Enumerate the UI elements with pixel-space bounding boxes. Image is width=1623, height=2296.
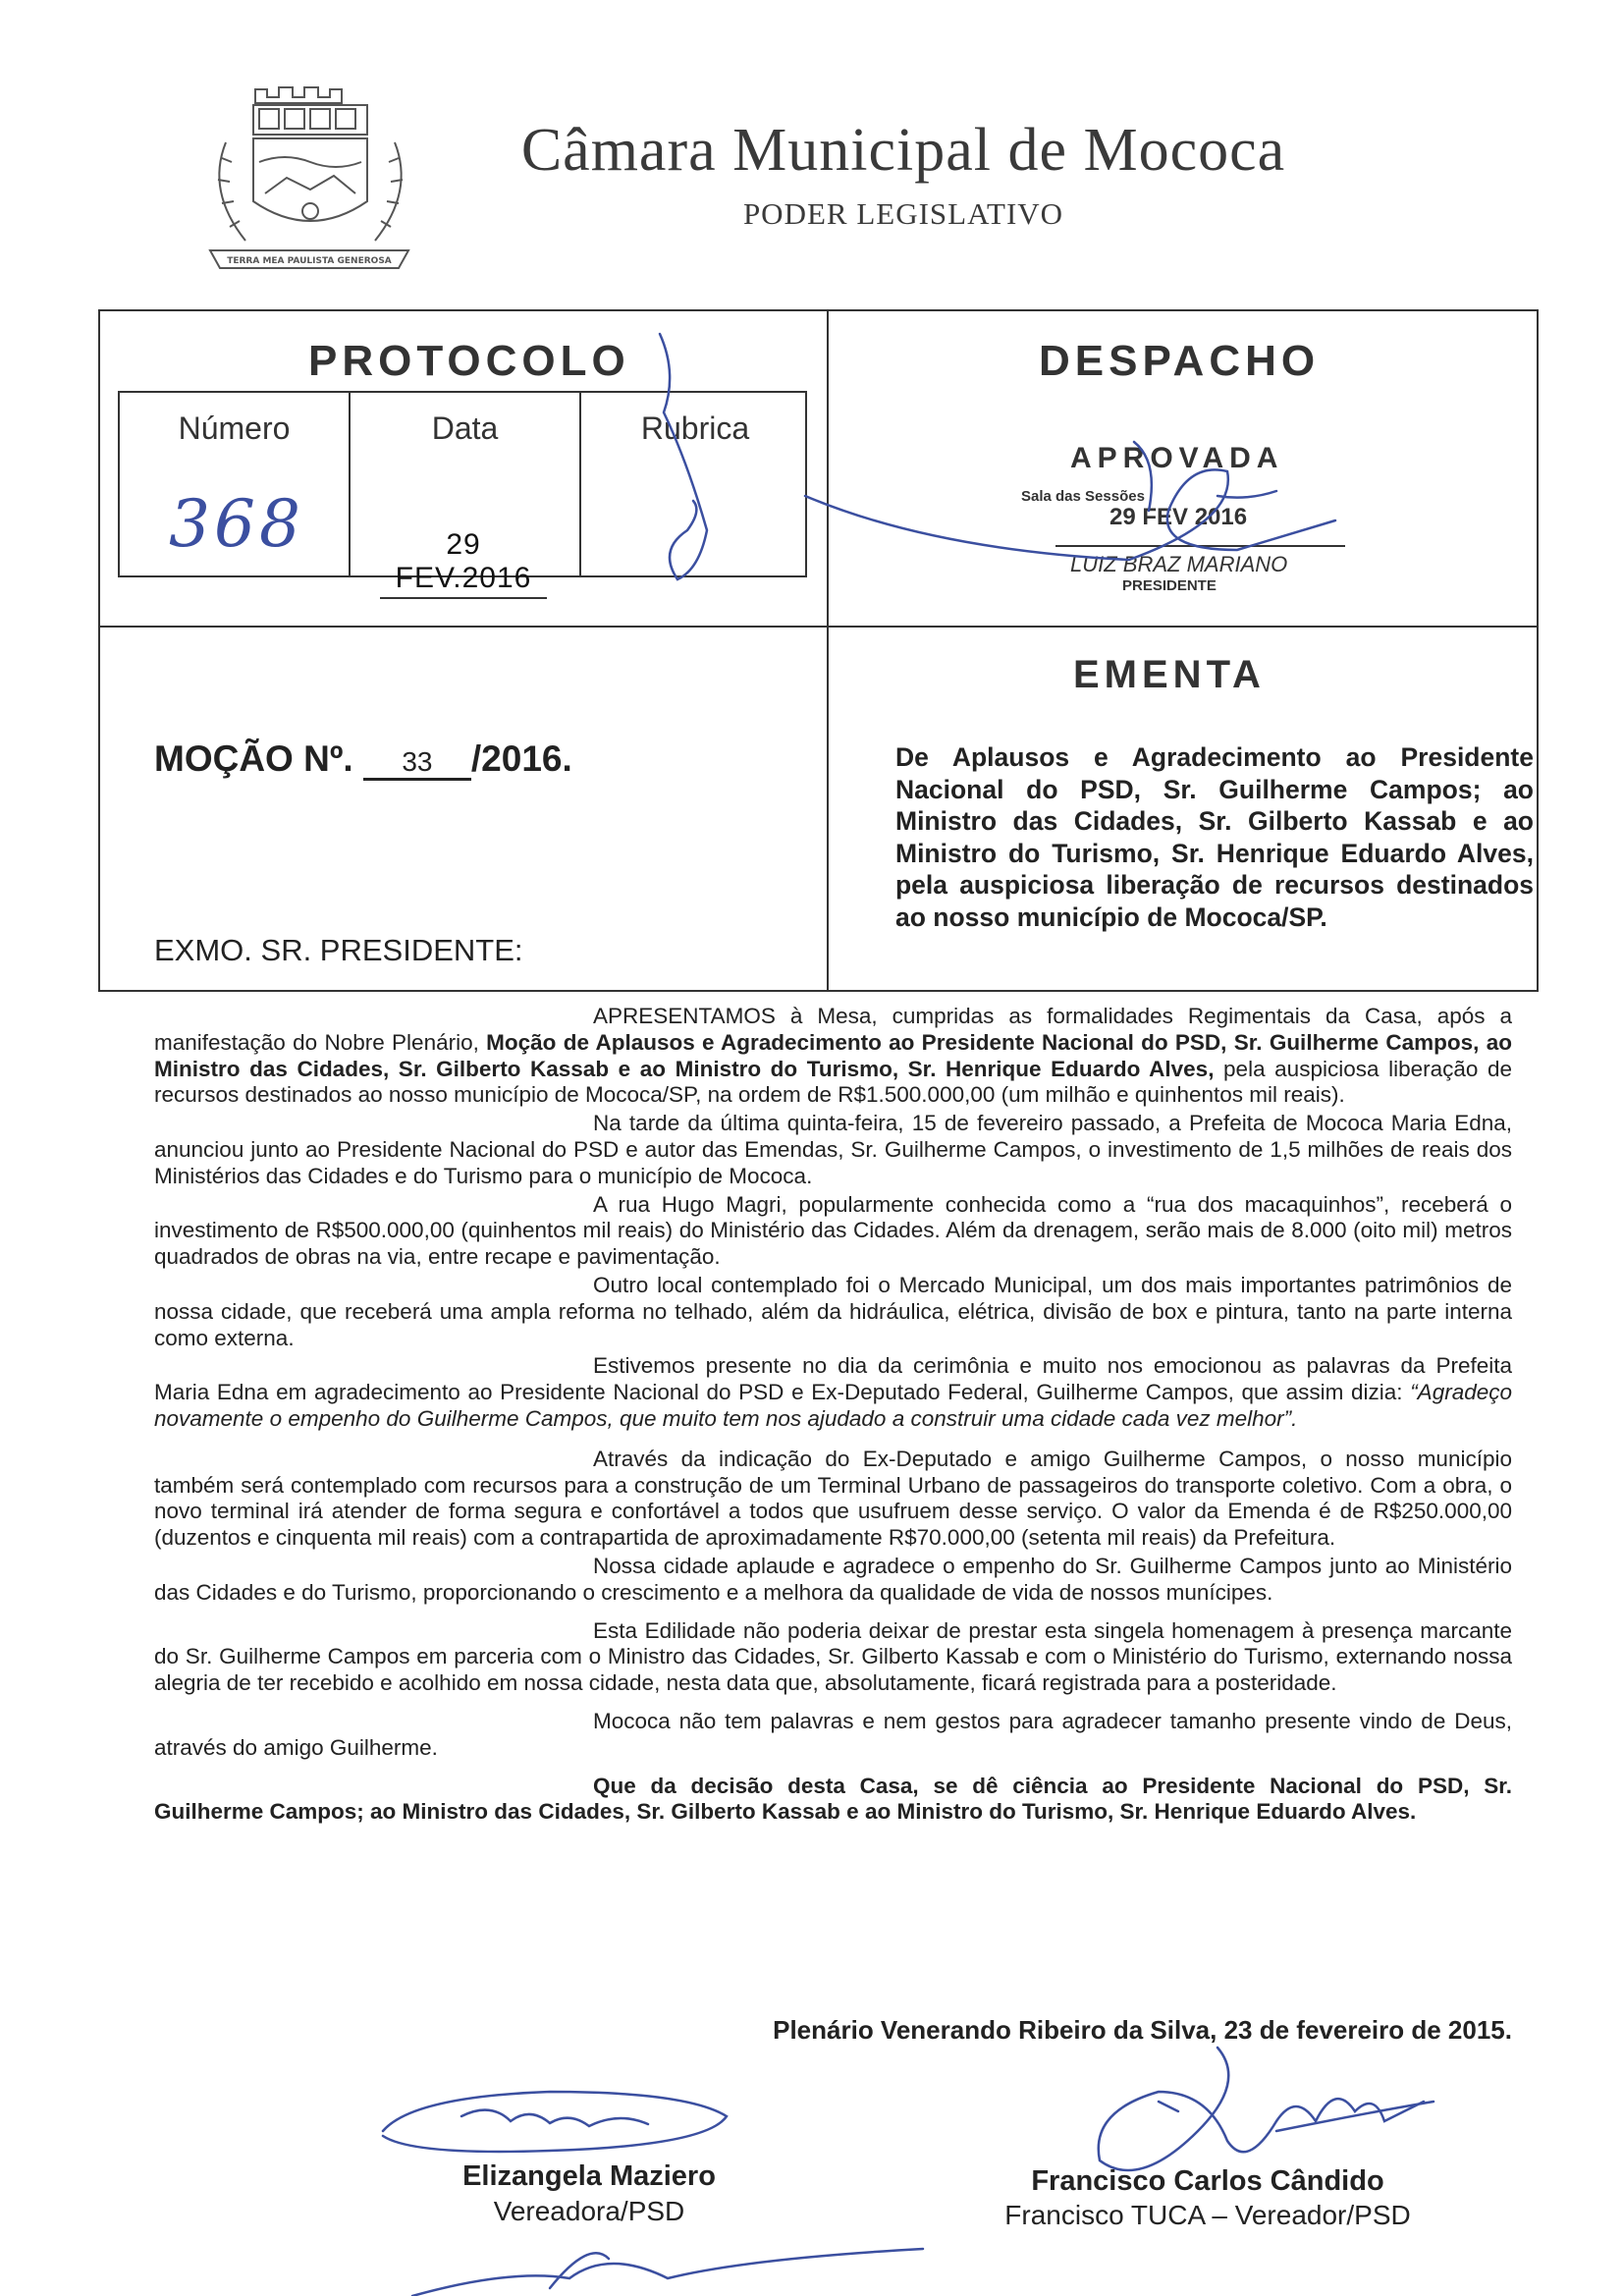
institution-subtitle: PODER LEGISLATIVO: [742, 196, 1064, 231]
p5-text: Estivemos presente no dia da cerimônia e muito nos emocionou as palavras da Prefeita Maria Edna em agradecimento ao Presidente Nacional do PSD e Ex-Deputado Federal, Guilherme Campos, que assim dizia:: [154, 1353, 1512, 1405]
approval-stamp-name: LUIZ BRAZ MARIANO: [1070, 552, 1288, 576]
mocao-prefix: MOÇÃO Nº.: [154, 738, 353, 779]
data-value: 29 FEV.2016: [380, 528, 547, 599]
p1-bold: Moção de Aplausos e Agradecimento ao Presidente Nacional do PSD, Sr. Guilherme Campos, ao Ministro das Cidades, Sr. Gilberto Kassab e ao Ministro do Turismo, Sr. Henrique Eduardo Alves,: [154, 1029, 1512, 1081]
rubrica-cell: [581, 393, 809, 575]
data-cell: [351, 393, 581, 594]
paragraph-2: Na tarde da última quinta-feira, 15 de fevereiro passado, a Prefeita de Mococa Maria Edna, anunciou junto ao Presidente Nacional do PSD e autor das Emendas, Sr. Guilherme Campos, o investimento de 1,5 milhões de reais dos Ministérios das Cidades e do Turismo para o município de Mococa.: [154, 1111, 1512, 1188]
numero-cell: [120, 393, 351, 575]
mocao-heading: [154, 738, 572, 781]
numero-handwritten: 368: [169, 486, 304, 562]
numero-label: Número: [178, 410, 291, 446]
approval-stamp-line: [1055, 545, 1345, 547]
p1-lead: APRESENTAMOS: [593, 1004, 776, 1028]
salutation: EXMO. SR. PRESIDENTE:: [154, 933, 523, 967]
paragraph-7: Nossa cidade aplaude e agradece o empenho do Sr. Guilherme Campos junto ao Ministério das Cidades e do Turismo, proporcionando o crescimento e a melhora da qualidade de vida de nossos munícipes.: [154, 1553, 1512, 1605]
approval-stamp-status: APROVADA: [1070, 442, 1284, 474]
paragraph-9: Mococa não tem palavras e nem gestos para agradecer tamanho presente vindo de Deus, através do amigo Guilherme.: [154, 1708, 1512, 1760]
signature-role-1: Vereadora/PSD: [493, 2196, 685, 2226]
crest-motto: TERRA MEA PAULISTA GENEROSA: [227, 256, 392, 266]
mocao-suffix: /2016.: [470, 738, 572, 779]
rubrica-label: Rubrica: [640, 410, 750, 446]
motion-body: [154, 1004, 1512, 1828]
paragraph-1: [154, 1004, 1512, 1109]
approval-stamp-date: 29 FEV 2016: [1109, 504, 1248, 530]
protocolo-table: [118, 391, 807, 594]
institution-title: Câmara Municipal de Mococa: [520, 117, 1286, 184]
paragraph-4: Outro local contemplado foi o Mercado Municipal, um dos mais importantes patrimônios de nossa cidade, que receberá uma ampla reforma no telhado, além da hidráulica, elétrica, divisão de box e pintura, tanto na parte interna como externa.: [154, 1272, 1512, 1350]
closing-line: Plenário Venerando Ribeiro da Silva, 23 de fevereiro de 2015.: [773, 2015, 1512, 2045]
signature-role-2: Francisco TUCA – Vereador/PSD: [1004, 2200, 1411, 2230]
protocolo-title: PROTOCOLO: [308, 337, 630, 385]
data-label: Data: [431, 410, 499, 446]
p5-quote: “Agradeço novamente o empenho do Guilherme Campos, que muito tem nos ajudado a construir uma cidade cada vez melhor”.: [154, 1380, 1512, 1431]
mocao-number: 33: [363, 746, 471, 781]
p1-text-a: à Mesa, cumpridas as formalidades Regimentais da Casa, após a manifestação do Nobre Plenário,: [154, 1004, 1512, 1055]
ementa-text: De Aplausos e Agradecimento ao Presidente Nacional do PSD, Sr. Guilherme Campos; ao Ministro das Cidades, Sr. Gilberto Kassab e ao Ministro do Turismo, Sr. Henrique Eduardo Alves, pela auspiciosa liberação de recursos destinados ao nosso município de Mococa/SP.: [895, 742, 1534, 932]
paragraph-6: Através da indicação do Ex-Deputado e amigo Guilherme Campos, o nosso município também será contemplado com recursos para a construção de um Terminal Urbano de passageiros do transporte coletivo. Com a obra, o novo terminal irá atender de forma segura e confortável a todos que usufruem desse serviço. O valor da Emenda é de R$250.000,00 (duzentos e cinquenta mil reais) com a contrapartida de aproximadamente R$70.000,00 (setenta mil reais) da Prefeitura.: [154, 1446, 1512, 1551]
ementa-title: EMENTA: [1073, 653, 1266, 696]
approval-stamp-role: PRESIDENTE: [1122, 577, 1217, 594]
frame-divider-vertical: [827, 309, 829, 992]
despacho-title: DESPACHO: [1039, 337, 1321, 385]
signature-name-1: Elizangela Maziero: [462, 2160, 716, 2192]
paragraph-8: Esta Edilidade não poderia deixar de prestar esta singela homenagem à presença marcante do Sr. Guilherme Campos em parceria com o Ministro das Cidades, Sr. Gilberto Kassab e com o Ministério do Turismo, externando nossa alegria de ter recebido e acolhido em nossa cidade, nesta data que, absolutamente, ficará registrada para a posteridade.: [154, 1617, 1512, 1696]
paragraph-10: Que da decisão desta Casa, se dê ciência ao Presidente Nacional do PSD, Sr. Guilherme Campos; ao Ministro das Cidades, Sr. Gilberto Kassab e ao Ministro do Turismo, Sr. Henrique Eduardo Alves.: [154, 1773, 1512, 1825]
municipal-crest-icon: [196, 83, 422, 290]
signature-ink-2: [1099, 2048, 1424, 2170]
signature-name-2: Francisco Carlos Cândido: [1031, 2165, 1384, 2197]
frame-divider-horizontal: [98, 626, 1539, 628]
approval-stamp-sala: Sala das Sessões: [1021, 488, 1145, 505]
signature-ink-1: [383, 2092, 727, 2152]
p1-text-b: pela auspiciosa liberação de recursos destinados ao nosso município de Mococa/SP, na ordem de R$1.500.000,00 (um milhão e quinhentos mil reais).: [154, 1056, 1512, 1108]
paragraph-5: [154, 1353, 1512, 1432]
paragraph-3: A rua Hugo Magri, popularmente conhecida como a “rua dos macaquinhos”, receberá o investimento de R$500.000,00 (quinhentos mil reais) do Ministério das Cidades. Além da drenagem, serão mais de 8.000 (oito mil) metros quadrados de obras na via, entre recape e pavimentação.: [154, 1191, 1512, 1270]
